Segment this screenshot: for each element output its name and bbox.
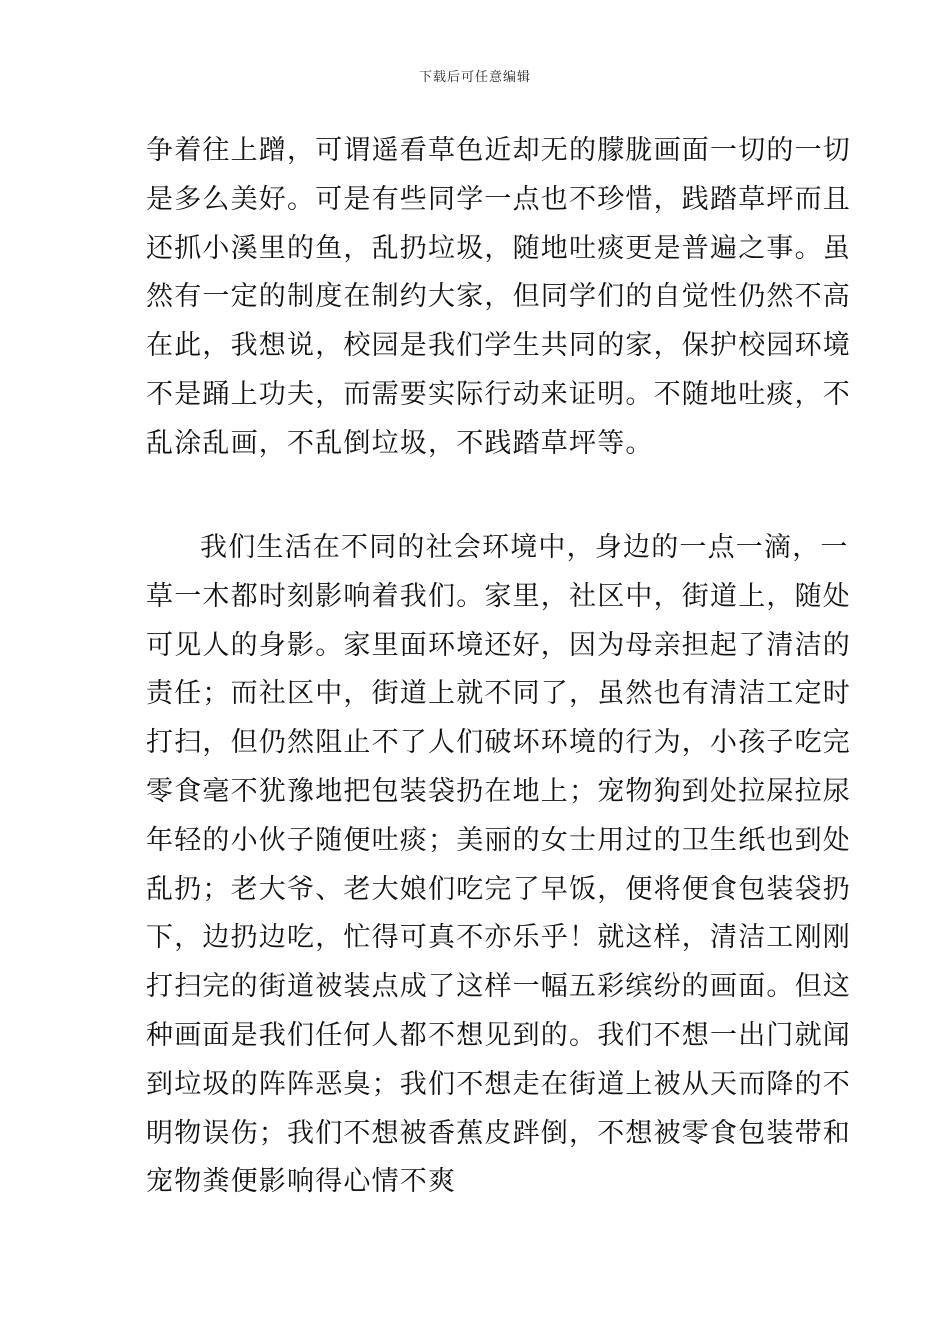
text-line: 然有一定的制度在制约大家，但同学们的自觉性仍然不高	[146, 281, 851, 313]
text-line-indented: 我们生活在不同的社会环境中，身边的一点一滴，一	[200, 532, 849, 563]
text-line: 打扫，但仍然阻止不了人们破坏环境的行为，小孩子吃完	[146, 727, 851, 759]
text-line: 种画面是我们任何人都不想见到的。我们不想一出门就闻	[146, 1019, 851, 1051]
text-line: 可见人的身影。家里面环境还好，因为母亲担起了清洁的	[146, 629, 851, 661]
text-line: 乱扔；老大爷、老大娘们吃完了早饭，便将便食包装袋扔	[146, 873, 851, 905]
text-line: 年轻的小伙子随便吐痰；美丽的女士用过的卫生纸也到处	[146, 824, 851, 856]
text-line: 不是踊上功夫，而需要实际行动来证明。不随地吐痰，不	[146, 378, 851, 410]
text-line: 零食毫不犹豫地把包装袋扔在地上；宠物狗到处拉屎拉尿	[146, 775, 851, 807]
paragraph-1	[146, 127, 851, 469]
text-line: 乱涂乱画，不乱倒垃圾，不践踏草坪等。	[146, 427, 654, 459]
text-line: 草一木都时刻影响着我们。家里，社区中，街道上，随处	[146, 580, 851, 612]
text-line: 宠物粪便影响得心情不爽	[146, 1166, 457, 1198]
text-line: 责任；而社区中，街道上就不同了，虽然也有清洁工定时	[146, 678, 851, 710]
text-line: 是多么美好。可是有些同学一点也不珍惜，践踏草坪而且	[146, 183, 851, 215]
text-line: 在此，我想说，校园是我们学生共同的家，保护校园环境	[146, 330, 851, 362]
page-header: 下载后可任意编辑	[418, 70, 531, 85]
text-line: 打扫完的街道被装点成了这样一幅五彩缤纷的画面。但这	[146, 971, 851, 1003]
text-line: 还抓小溪里的鱼，乱扔垃圾，随地吐痰更是普遍之事。虽	[146, 232, 851, 264]
text-line: 下，边扔边吃，忙得可真不亦乐乎！就这样，清洁工刚刚	[146, 922, 851, 954]
text-line: 明物误伤；我们不想被香蕉皮跘倒，不想被零食包装带和	[146, 1117, 851, 1149]
paragraph-2	[146, 524, 851, 1207]
text-line: 到垃圾的阵阵恶臭；我们不想走在街道上被从天而降的不	[146, 1068, 851, 1100]
text-line: 争着往上蹭，可谓遥看草色近却无的朦胧画面一切的一切	[146, 135, 851, 166]
